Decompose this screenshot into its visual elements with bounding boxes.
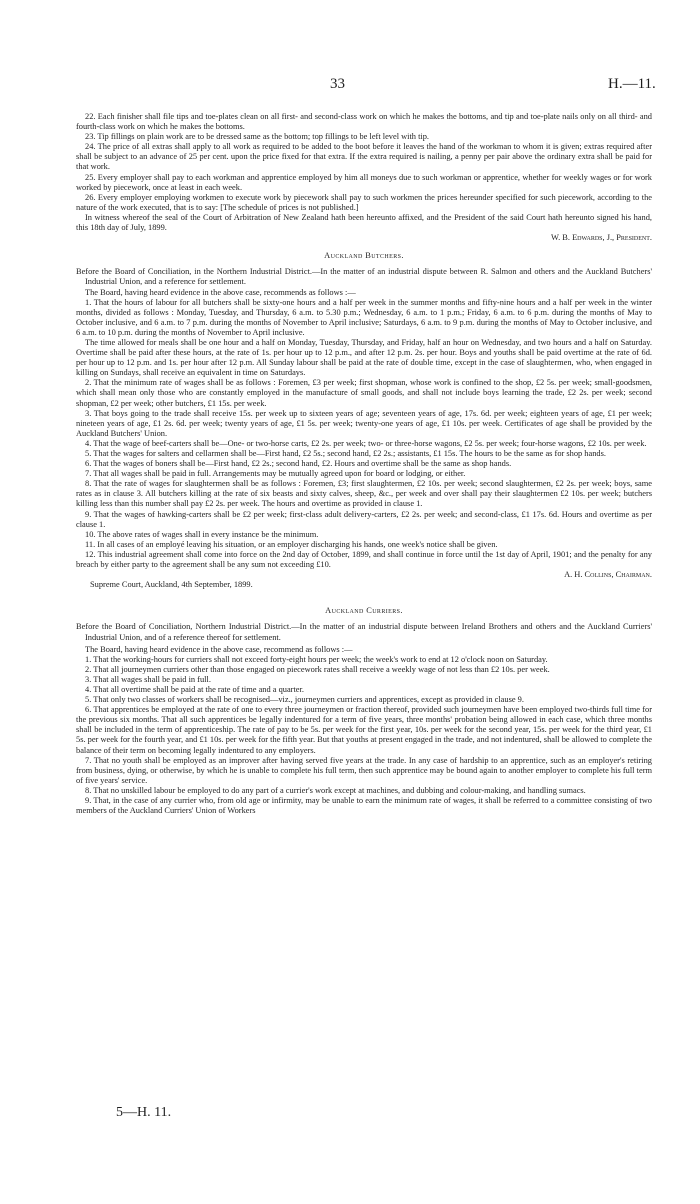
butchers-recommends: The Board, having heard evidence in the above case, recommends as follows :— <box>85 287 356 297</box>
butchers-dateline: Supreme Court, Auckland, 4th September, 1899. <box>90 580 253 590</box>
butchers-section <box>76 251 652 590</box>
butchers-clause-10: 10. The above rates of wages shall in every instance be the minimum. <box>85 529 319 539</box>
butchers-clause-3: 3. That boys going to the trade shall receive 15s. per week up to sixteen years of age; seventeen years of age, 17s. 6d. per week; eighteen years of age, £1 per week; nineteen years of age, £1 2s. 6d. per week; twenty years of age, £1 5s. per week; twenty-one years of age, £1 10s. per week. Certificates of age shall be provided by the Auckland Butchers' Union. <box>76 408 652 438</box>
butchers-clause-7: 7. That all wages shall be paid in full. Arrangements may be mutually agreed upon for board or lodging, or either. <box>85 469 466 479</box>
curriers-clause-5: 5. That only two classes of workers shall be recognised—viz., journeymen curriers and apprentices, except as provided in clause 9. <box>85 695 524 705</box>
president-signature: W. B. Edwards, J., President. <box>550 233 652 243</box>
clause-22: 22. Each finisher shall file tips and toe-plates clean on all first- and second-class work on which he makes the bottoms, and tip and toe-plate nails only on all third- and fourth-class work on which he makes the bottoms. <box>76 112 652 132</box>
curriers-clause-3: 3. That all wages shall be paid in full. <box>85 674 211 684</box>
butchers-clause-5: 5. That the wages for salters and cellarmen shall be—First hand, £2 5s.; second hand, £2 2s.; assistants, £1 15s. The hours to be the same as for shop hands. <box>85 449 606 458</box>
butchers-clause-6: 6. That the wages of boners shall be—First hand, £2 2s.; second hand, £2. Hours and overtime shall be the same as shop hands. <box>85 459 512 469</box>
first-award-section <box>76 112 652 243</box>
butchers-clause-11: 11. In all cases of an employé leaving his situation, or an employer discharging his hands, one week's notice shall be given. <box>85 539 498 549</box>
curriers-clause-6: 6. That apprentices be employed at the rate of one to every three journeymen or fraction thereof, provided such journeymen have been employed two-thirds full time for the previous six months. That all such apprentices be legally indentured for a term of five years, three months' probation being allowed in each case, which three months shall be included in the term of apprenticeship. The rate of pay to be 5s. per week for the first year, 10s. per week for the second year, 15s. per week for the third year, £1 5s. per week for the fourth year, and £1 10s. per week for the fifth year. But that youths at present engaged in the trade, and not indentured, shall be allowed to complete the balance of their term on becoming legally indentured to any employers. <box>76 705 652 755</box>
butchers-preamble: Before the Board of Conciliation, in the Northern Industrial District.—In the matter of an industrial dispute between R. Salmon and others and the Auckland Butchers' Industrial Union, and a reference for settlement. <box>76 267 652 287</box>
clause-23: 23. Tip fillings on plain work are to be dressed same as the bottom; top fillings to be left level with tip. <box>85 132 430 142</box>
curriers-section <box>76 606 652 816</box>
curriers-clause-7: 7. That no youth shall be employed as an improver after having served five years at the trade. In any case of hardship to an apprentice, such as an employer's retiring from business, dying, or otherwise, by which he is unable to complete his full term, then such apprentice may be bound again to another employer to complete his full term of five years' service. <box>76 755 652 785</box>
butchers-clause-8: 8. That the rate of wages for slaughtermen shall be as follows : Foremen, £3; first slaughtermen, £2 10s. per week; second slaughtermen, £2 2s. per week; boys, same rates as in clause 3. All butchers killing at the rate of six beasts and sixty calves, sheep, &c., per week and over shall pay their slaughtermen £2 10s. per week; butchers killing less than this number shall pay £2 2s. per week. The hours and overtime as provided in clause 1. <box>76 479 652 509</box>
printer-signature-mark: 5—H. 11. <box>116 1105 172 1120</box>
curriers-clause-2: 2. That all journeymen curriers other than those engaged on piecework rates shall receive a weekly wage of not less than £2 10s. per week. <box>85 664 550 674</box>
clause-25: 25. Every employer shall pay to each workman and apprentice employed by him all moneys due to such workman or apprentice, whether for weekly wages or for work worked by piecework, once at least in each week. <box>76 172 652 192</box>
chairman-signature: A. H. Collins, Chairman. <box>564 570 652 580</box>
curriers-preamble: Before the Board of Conciliation, Northern Industrial District.—In the matter of an industrial dispute between Ireland Brothers and others and the Auckland Curriers' Industrial Union, and of a reference thereof for settlement. <box>76 622 652 642</box>
curriers-clause-8: 8. That no unskilled labour be employed to do any part of a currier's work except at machines, and dubbing and colour-making, and handling sumacs. <box>85 785 586 795</box>
curriers-clause-9: 9. That, in the case of any currier who, from old age or infirmity, may be unable to earn the minimum rate of wages, it shall be referred to a committee consisting of two members of the Auckland Curriers' Union of Workers <box>76 796 652 816</box>
butchers-clause-9: 9. That the wages of hawking-carters shall be £2 per week; first-class adult delivery-carters, £2 2s. per week; and second-class, £1 17s. 6d. Hours and overtime as per clause 1. <box>76 509 652 529</box>
curriers-heading: Auckland Curriers. <box>325 606 403 616</box>
witness-clause: In witness whereof the seal of the Court of Arbitration of New Zealand hath been hereunto affixed, and the President of the said Court hath hereunto signed his hand, this 18th day of July, 1899. <box>76 212 652 233</box>
page-body <box>76 112 652 816</box>
page-number: 33 <box>330 76 345 92</box>
curriers-recommends: The Board, having heard evidence in the above case, recommend as follows :— <box>85 644 353 654</box>
butchers-heading: Auckland Butchers. <box>324 251 404 261</box>
clause-26: 26. Every employer employing workmen to execute work by piecework shall pay to such workmen the prices hereunder specified for such piecework, according to the nature of the work executed, that is to say: [The schedule of prices is not published.] <box>76 192 652 212</box>
paper-reference: H.—11. <box>608 76 656 92</box>
curriers-clause-4: 4. That all overtime shall be paid at the rate of time and a quarter. <box>85 684 304 694</box>
butchers-clause-2: 2. That the minimum rate of wages shall be as follows : Foremen, £3 per week; first shopman, whose work is confined to the shop, £2 5s. per week; small-goodsmen, which shall mean only those who are constantly employed in the manufacture of small goods, and shall not include boys learning the trade, £2 2s. per week; second shopman, £2 per week; other butchers, £1 15s. per week. <box>76 378 652 408</box>
butchers-clause-1-meals: The time allowed for meals shall be one hour and a half on Monday, Tuesday, Thursday, and Friday, half an hour on Wednesday, and two hours and a half on Saturday. Overtime shall be paid after these hours, at the rate of 1s. per hour up to 12 p.m., and after 12 p.m. 2s. per hour. Boys and youths shall be paid overtime at the rate of 6d. per hour up to 12 p.m. and 1s. per hour after 12 p.m. All Sunday labour shall be paid at the rate of double time, except in the case of slaughtermen, who, when engaged in killing on Sundays, shall receive an equivalent in time on Saturdays. <box>76 337 652 378</box>
butchers-clause-1: 1. That the hours of labour for all butchers shall be sixty-one hours and a half per week in the summer months and fifty-nine hours and a half per week in the winter months, divided as follows : Monday, Tuesday, and Thursday, 6 a.m. to 5.30 p.m.; Wednesday, 6 a.m. to 1 p.m.; Friday, 6 a.m. to 6 p.m. during the months of May to October inclusive, and 6 a.m. to 7 p.m. during the months of November to April inclusive; Saturdays, 6 a.m. to 9 p.m. during the months of May to October inclusive, and 6 a.m. to 10 p.m. during the months of November to April inclusive. <box>76 297 652 337</box>
butchers-clause-12: 12. This industrial agreement shall come into force on the 2nd day of October, 1899, and shall continue in force until the 1st day of April, 1901; and the penalty for any breach by either party to the agreement shall be any sum not exceeding £10. <box>76 549 652 570</box>
curriers-clause-1: 1. That the working-hours for curriers shall not exceed forty-eight hours per week; the week's work to end at 12 o'clock noon on Saturday. <box>85 654 548 664</box>
butchers-clause-4: 4. That the wage of beef-carters shall be—One- or two-horse carts, £2 2s. per week; two- or three-horse wagons, £2 5s. per week; four-horse wagons, £2 10s. per week. <box>85 438 647 448</box>
clause-24: 24. The price of all extras shall apply to all work as required to be added to the boot before it leaves the hand of the workman to whom it is given; extras required after shall be subject to an advance of 25 per cent. upon the price fixed for that extra. If the extra required is nailing, a penny per pair above the ordinary extra shall be paid for that work. <box>76 142 652 172</box>
